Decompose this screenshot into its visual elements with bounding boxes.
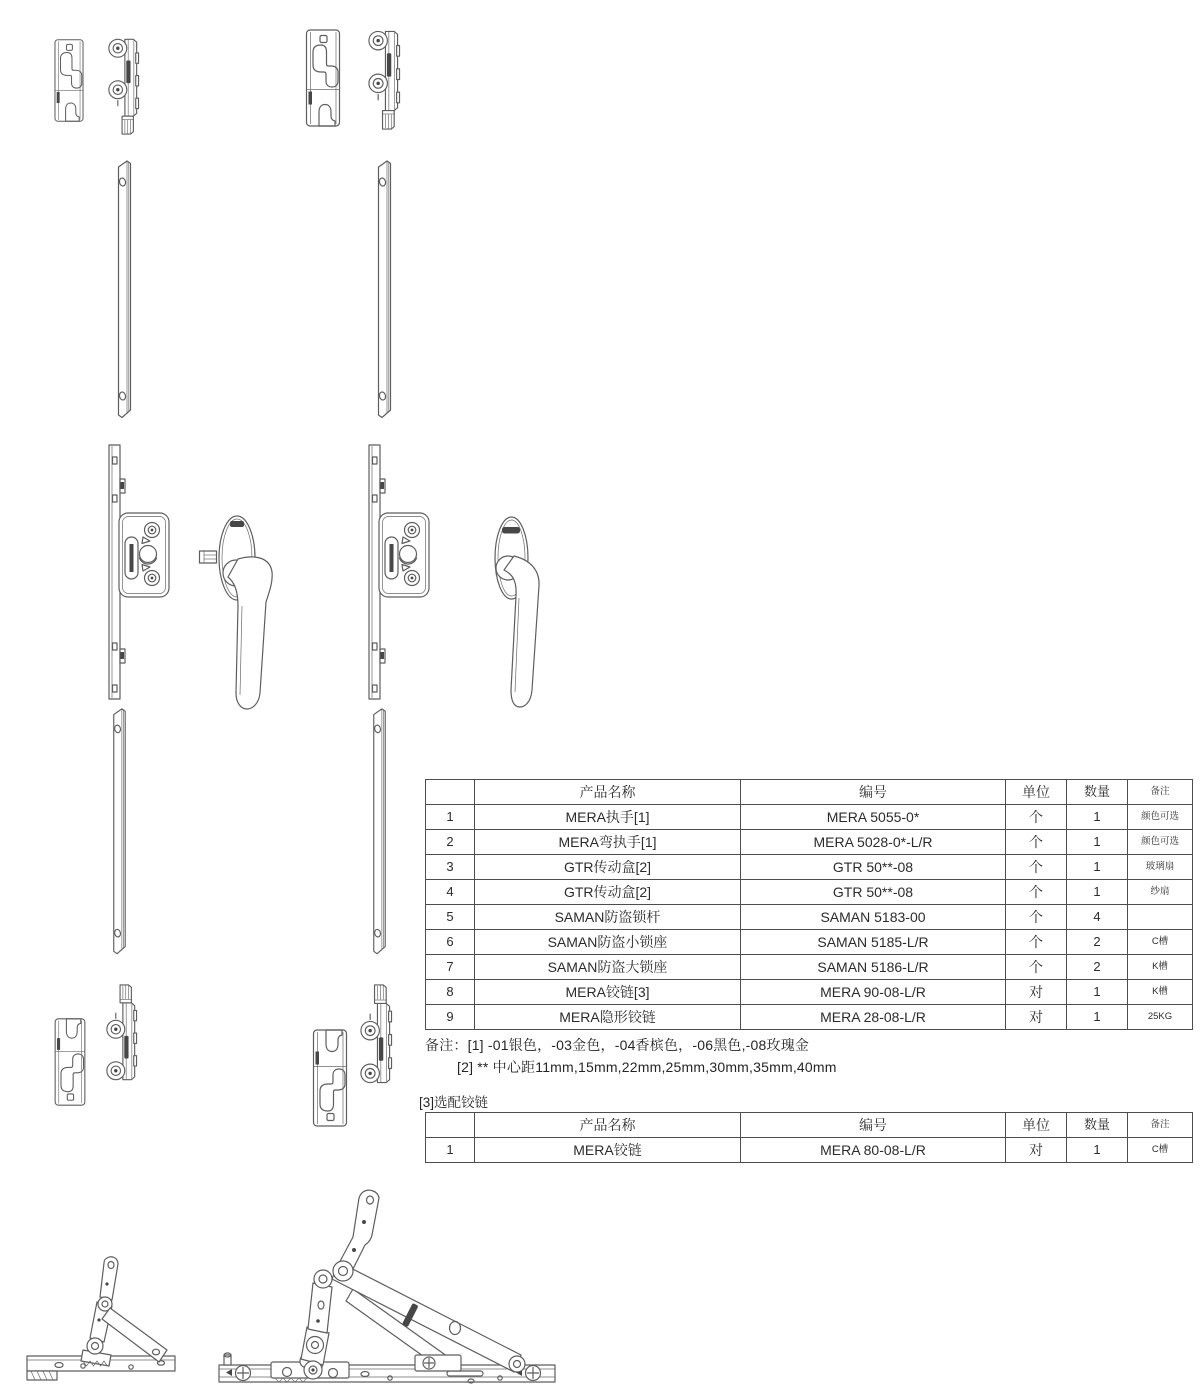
table-cell: 2	[426, 830, 475, 855]
lock-rod-upper-right-drawing	[372, 158, 396, 422]
table-cell: MERA 28-08-L/R	[741, 1005, 1006, 1030]
table-row	[426, 1005, 1193, 1030]
lock-keeper-plate-top-left-drawing	[52, 38, 86, 123]
table-cell: 个	[1006, 830, 1067, 855]
table-cell: 纱扇	[1128, 880, 1193, 905]
lock-rod-lower-right-drawing	[367, 706, 391, 958]
lock-rod-lower-left-drawing	[107, 706, 131, 958]
table-row	[426, 805, 1193, 830]
table-cell: MERA铰链	[475, 1138, 741, 1163]
table-cell: 1	[1067, 880, 1128, 905]
column-header	[426, 1113, 475, 1138]
table-cell: SAMAN 5185-L/R	[741, 930, 1006, 955]
table-cell: GTR传动盒[2]	[475, 855, 741, 880]
table-cell: SAMAN防盗大锁座	[475, 955, 741, 980]
table-cell: 对	[1006, 980, 1067, 1005]
main-parts-table-header	[426, 780, 1193, 805]
table-cell: 5	[426, 905, 475, 930]
table-cell: 1	[426, 805, 475, 830]
table-cell: 颜色可选	[1128, 830, 1193, 855]
column-header: 数量	[1067, 1113, 1128, 1138]
cam-roller-bolt-bottom-right-drawing	[358, 984, 393, 1086]
table-cell: C槽	[1128, 1138, 1193, 1163]
column-header: 备注	[1128, 1113, 1193, 1138]
table-row	[426, 1138, 1193, 1163]
gearbox-faceplate-left-drawing	[104, 443, 204, 703]
table-row	[426, 930, 1193, 955]
column-header: 单位	[1006, 780, 1067, 805]
table-cell: 2	[1067, 930, 1128, 955]
table-cell: 玻璃扇	[1128, 855, 1193, 880]
note-colors: 备注：[1] -01银色，-03金色，-04香槟色，-06黑色,-08玫瑰金	[425, 1037, 810, 1053]
table-cell: 6	[426, 930, 475, 955]
table-cell: 个	[1006, 955, 1067, 980]
table-cell: 7	[426, 955, 475, 980]
table-cell: 4	[426, 880, 475, 905]
table-cell: SAMAN防盗小锁座	[475, 930, 741, 955]
cam-roller-bolt-top-right-drawing	[366, 28, 401, 130]
column-header: 编号	[741, 780, 1006, 805]
column-header: 备注	[1128, 780, 1193, 805]
friction-hinge-large-drawing	[215, 1185, 560, 1397]
main-parts-table	[425, 779, 1193, 1030]
optional-hinge-heading: [3]选配铰链	[419, 1095, 489, 1110]
table-cell: MERA铰链[3]	[475, 980, 741, 1005]
table-cell: 8	[426, 980, 475, 1005]
table-cell: 1	[1067, 980, 1128, 1005]
table-cell: 1	[1067, 1005, 1128, 1030]
table-cell: 颜色可选	[1128, 805, 1193, 830]
table-cell: 1	[1067, 855, 1128, 880]
table-row	[426, 980, 1193, 1005]
table-header-row	[426, 1113, 1193, 1138]
column-header: 数量	[1067, 780, 1128, 805]
table-cell: MERA 90-08-L/R	[741, 980, 1006, 1005]
table-row	[426, 855, 1193, 880]
optional-hinge-table	[425, 1112, 1193, 1163]
table-cell: MERA 80-08-L/R	[741, 1138, 1006, 1163]
main-parts-table-body	[426, 805, 1193, 1030]
table-cell: 个	[1006, 805, 1067, 830]
table-cell: 个	[1006, 880, 1067, 905]
column-header: 编号	[741, 1113, 1006, 1138]
table-cell: 个	[1006, 905, 1067, 930]
optional-hinge-table-body	[426, 1138, 1193, 1163]
lock-keeper-plate-top-right-drawing	[303, 28, 343, 128]
table-cell: 个	[1006, 930, 1067, 955]
table-cell: MERA 5028-0*-L/R	[741, 830, 1006, 855]
table-cell: 对	[1006, 1005, 1067, 1030]
table-cell: MERA 5055-0*	[741, 805, 1006, 830]
table-cell: GTR 50**-08	[741, 880, 1006, 905]
lock-rod-upper-left-drawing	[112, 158, 136, 422]
lock-keeper-plate-bottom-right-drawing	[310, 1028, 350, 1128]
table-cell: 个	[1006, 855, 1067, 880]
table-row	[426, 955, 1193, 980]
window-handle-front-drawing	[492, 510, 552, 715]
table-cell: K槽	[1128, 980, 1193, 1005]
table-row	[426, 905, 1193, 930]
table-row	[426, 880, 1193, 905]
table-cell: 25KG	[1128, 1005, 1193, 1030]
column-header: 单位	[1006, 1113, 1067, 1138]
table-cell: MERA执手[1]	[475, 805, 741, 830]
table-cell: GTR传动盒[2]	[475, 880, 741, 905]
lock-keeper-plate-bottom-left-drawing	[52, 1012, 88, 1112]
table-cell	[1128, 905, 1193, 930]
table-cell: MERA隐形铰链	[475, 1005, 741, 1030]
table-cell: SAMAN 5183-00	[741, 905, 1006, 930]
table-cell: K槽	[1128, 955, 1193, 980]
table-cell: 3	[426, 855, 475, 880]
table-cell: 1	[1067, 1138, 1128, 1163]
table-cell: 2	[1067, 955, 1128, 980]
table-cell: SAMAN 5186-L/R	[741, 955, 1006, 980]
note-center-distance: [2] ** 中心距11mm,15mm,22mm,25mm,30mm,35mm,40mm	[457, 1059, 837, 1075]
table-cell: 1	[426, 1138, 475, 1163]
table-cell: 1	[1067, 830, 1128, 855]
table-row	[426, 830, 1193, 855]
column-header: 产品名称	[475, 780, 741, 805]
table-cell: MERA弯执手[1]	[475, 830, 741, 855]
table-cell: GTR 50**-08	[741, 855, 1006, 880]
cam-roller-bolt-top-left-drawing	[106, 36, 140, 135]
cam-roller-bolt-bottom-left-drawing	[104, 984, 138, 1083]
column-header: 产品名称	[475, 1113, 741, 1138]
table-cell: SAMAN防盗锁杆	[475, 905, 741, 930]
table-cell: 对	[1006, 1138, 1067, 1163]
table-cell: 9	[426, 1005, 475, 1030]
friction-hinge-small-drawing	[25, 1252, 190, 1387]
window-handle-with-spindle-drawing	[196, 505, 296, 720]
column-header	[426, 780, 475, 805]
table-cell: 1	[1067, 805, 1128, 830]
table-cell: C槽	[1128, 930, 1193, 955]
table-header-row	[426, 780, 1193, 805]
optional-hinge-table-header	[426, 1113, 1193, 1138]
table-cell: 4	[1067, 905, 1128, 930]
gearbox-faceplate-right-drawing	[364, 443, 464, 703]
